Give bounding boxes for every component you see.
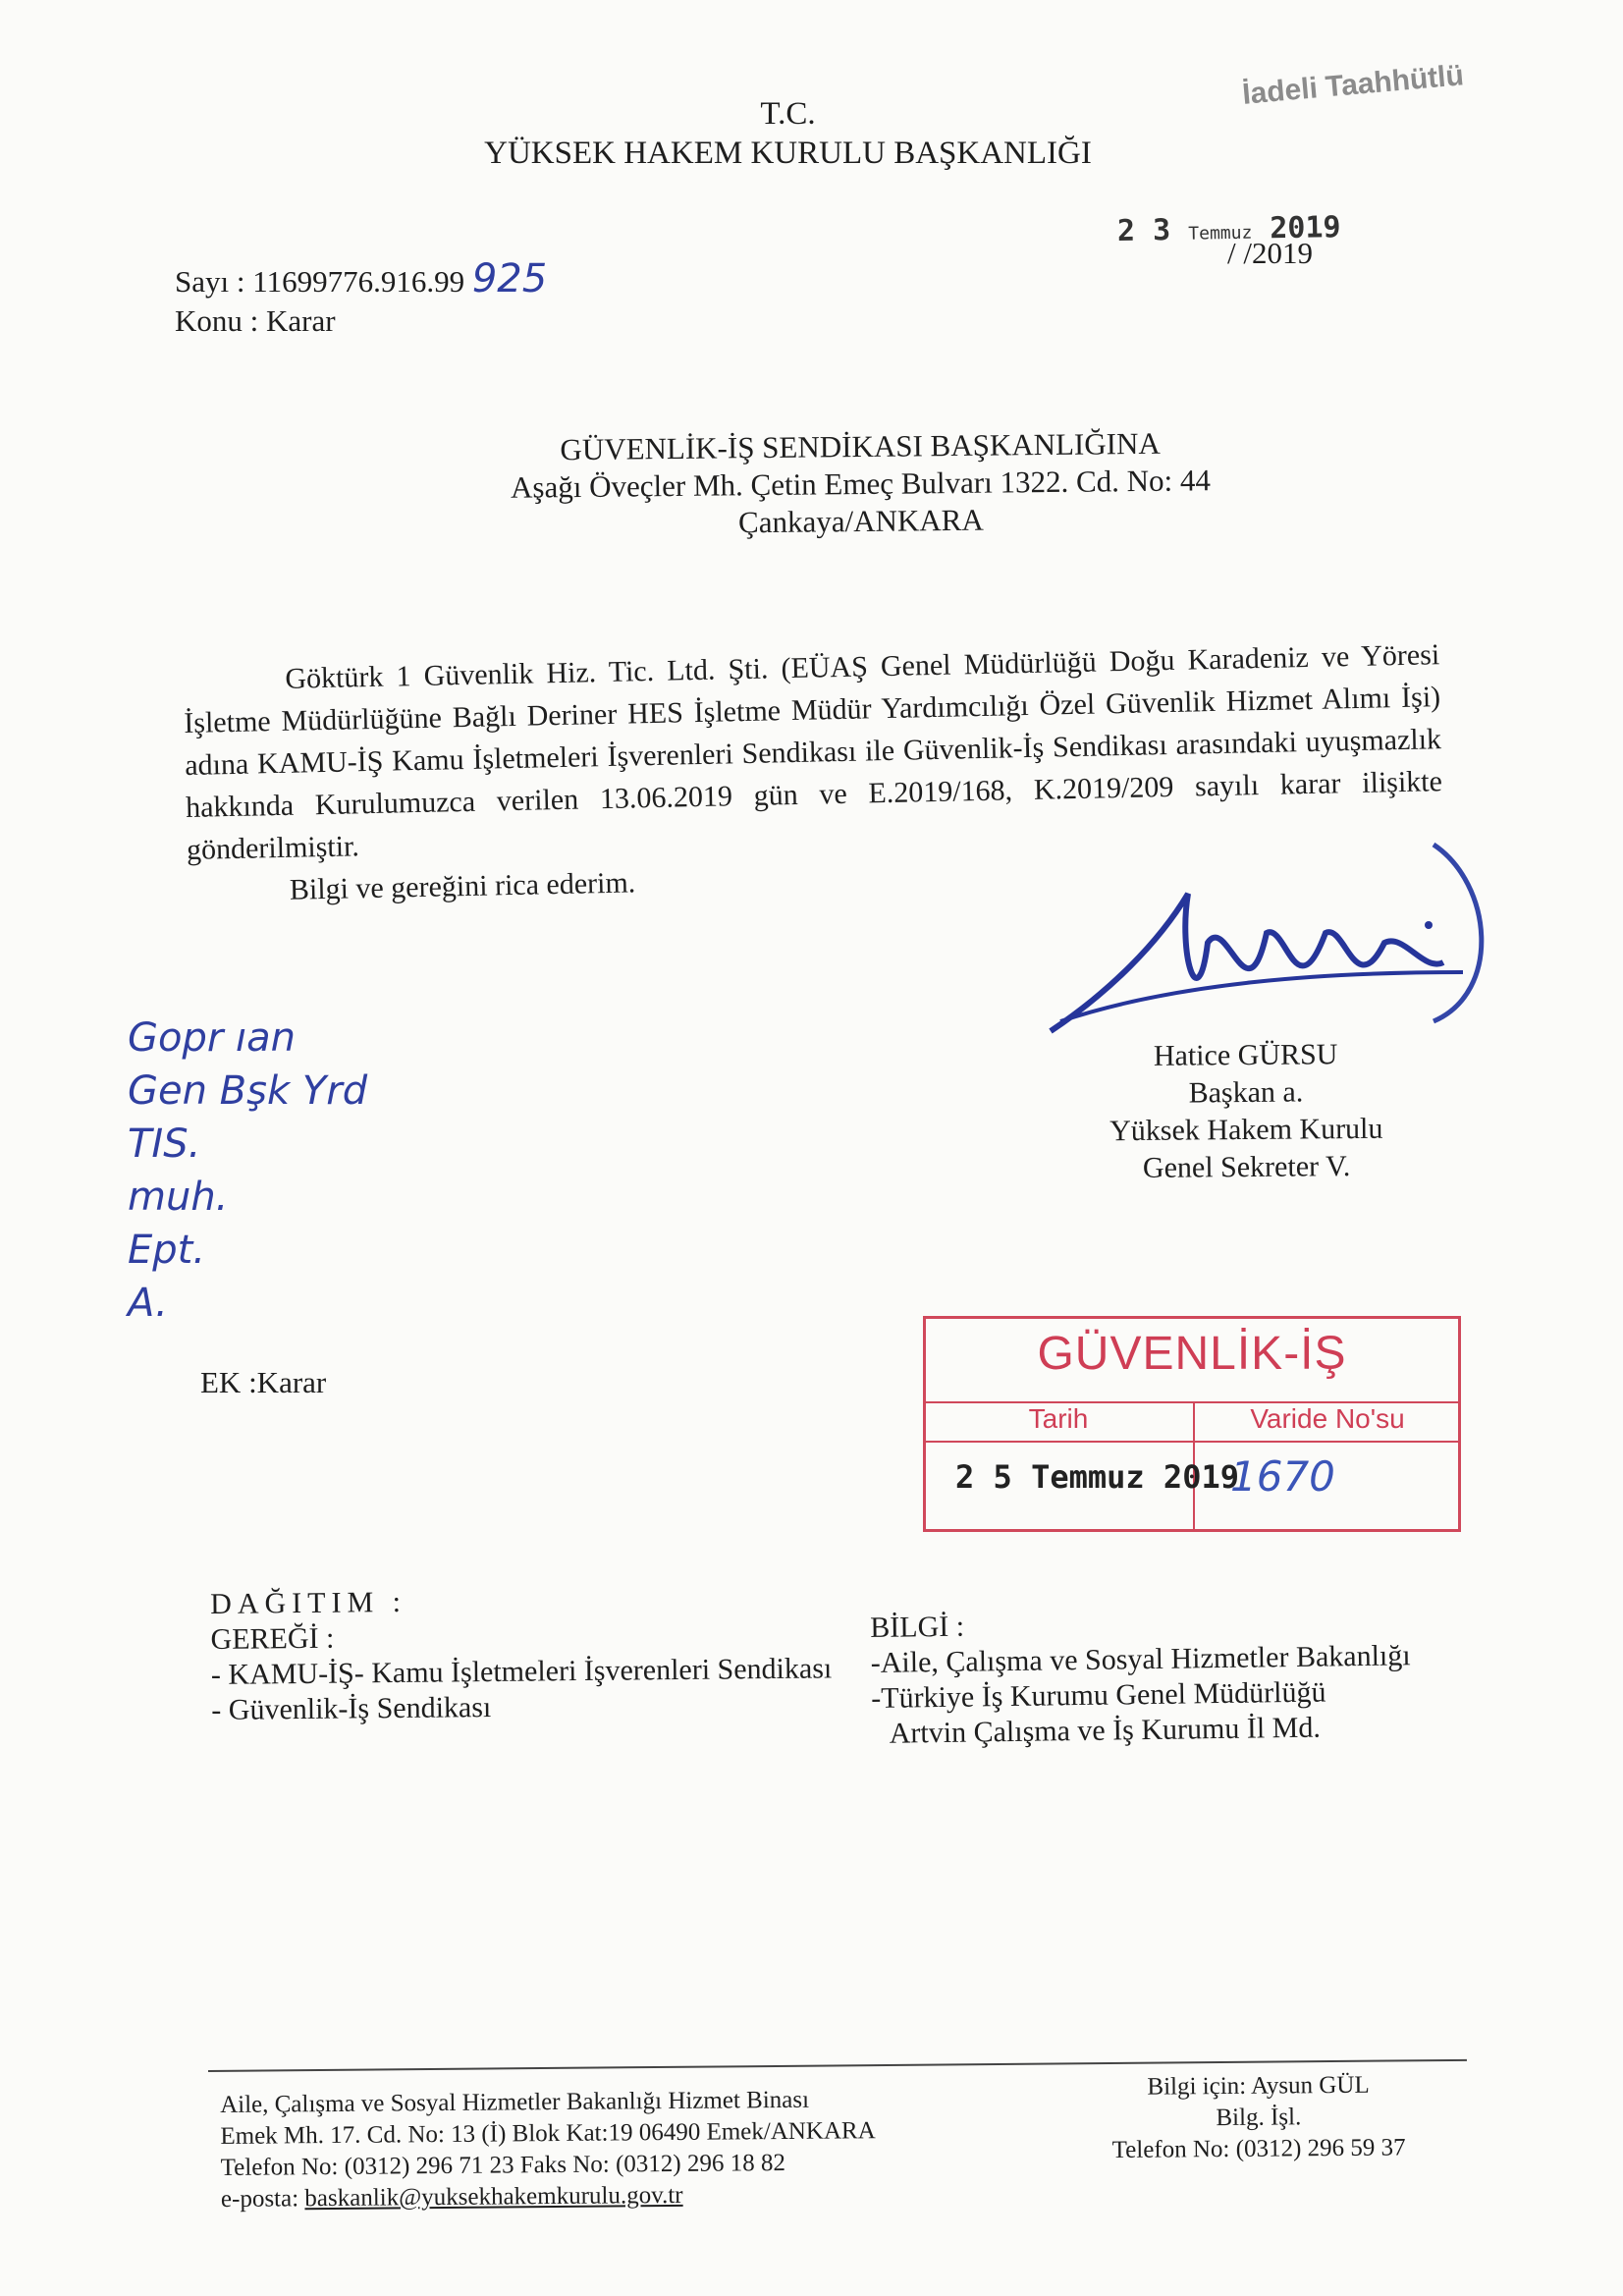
addressee (48, 419, 1623, 548)
info-label: BİLGİ : (870, 1610, 965, 1644)
konu-value: : Karar (249, 303, 336, 338)
addressee-street: Aşağı Öveçler Mh. Çetin Emeç Bulvarı 1322. Cd. No: 44 (510, 463, 1212, 505)
body-paragraph: Göktürk 1 Güvenlik Hiz. Tic. Ltd. Şti. (EÜAŞ Genel Müdürlüğü Doğu Karadeniz ve Yöresi İşletme Müdürlüğüne Bağlı Deriner HES İşletme Müdür Yardımcılığı Özel Güvenlik Hizmet Alımı İşi) adına KAMU-İŞ Kamu İşletmeleri İşverenleri Sendikası ile Güvenlik-İş Sendikası arasındaki uyuşmazlık hakkında Kurulumuzca verilen 13.06.2019 gün ve E.2019/168, K.2019/209 sayılı karar ilişikte gönderilmiştir. (184, 638, 1443, 866)
signatory-name: Hatice GÜRSU (1153, 1038, 1338, 1072)
signatory-title: Başkan a. (1188, 1075, 1304, 1110)
annex: EK :Karar (200, 1365, 327, 1399)
signature-scribble (1031, 825, 1502, 1061)
date-stamp-month: Temmuz (1188, 222, 1253, 245)
receipt-stamp-title: GÜVENLİK-İŞ (1037, 1328, 1347, 1380)
konu-row (175, 303, 547, 339)
handnote-line: A. (128, 1281, 168, 1326)
konu-label: Konu (175, 303, 243, 338)
footer-email-label: e-posta: (220, 2185, 305, 2213)
receipt-number-label: Varide No'su (1250, 1403, 1405, 1434)
receipt-date: 2 5 Temmuz 2019 (955, 1458, 1239, 1496)
footer-email-link[interactable]: baskanlik@yuksekhakemkurulu.gov.tr (304, 2181, 683, 2213)
addressee-city: Çankaya/ANKARA (737, 502, 984, 540)
handnote-line: Gopr ıan (128, 1015, 296, 1061)
signatory-org: Yüksek Hakem Kurulu (1109, 1112, 1383, 1148)
letterhead-institution: YÜKSEK HAKEM KURULU BAŞKANLIĞI (484, 136, 1092, 171)
footer-info-person: Bilgi için: Aysun GÜL (1147, 2071, 1370, 2101)
footer-email-row (221, 2178, 877, 2215)
body-closing: Bilgi ve gereğini rica ederim. (289, 866, 636, 906)
sayi-label: Sayı (175, 264, 230, 299)
distribution-heading: DAĞITIM : (210, 1585, 407, 1620)
handnote-line: muh. (128, 1175, 229, 1220)
signature-block (1109, 1036, 1383, 1187)
receipt-stamp (923, 1316, 1461, 1532)
info-item: -Türkiye İş Kurumu Genel Müdürlüğü (871, 1675, 1326, 1715)
signatory-role: Genel Sekreter V. (1142, 1150, 1351, 1184)
date-line: / /2019 (1227, 236, 1313, 270)
handnote-line: Ept. (128, 1228, 206, 1273)
footer-building: Aile, Çalışma ve Sosyal Hizmetler Bakanlığı Hizmet Binası (220, 2086, 810, 2118)
date-stamp-year: 2019 (1270, 210, 1341, 246)
receipt-number: 1670 (1230, 1452, 1335, 1501)
letterhead-country: T.C. (760, 96, 816, 132)
info-item: -Aile, Çalışma ve Sosyal Hizmetler Bakanlığı (870, 1639, 1411, 1679)
footer-info-role: Bilg. İşl. (1216, 2104, 1302, 2132)
handnote-line: Gen Bşk Yrd (128, 1068, 368, 1114)
letterhead (0, 94, 1599, 173)
handwritten-note (128, 1011, 520, 1345)
handnote-line: TIS. (128, 1121, 201, 1167)
registered-mail-stamp: İadeli Taahhütlü (1240, 59, 1466, 111)
footer-phone: Telefon No: (0312) 296 71 23 Faks No: (0312) 296 18 82 (220, 2149, 786, 2181)
sayi-handwritten: 925 (471, 256, 548, 301)
date-stamp-day: 2 3 (1116, 213, 1171, 248)
sayi-row (175, 256, 548, 301)
distribution-gereği-label: GEREĞİ : (210, 1621, 335, 1656)
info-block (870, 1603, 1412, 1752)
footer-contact (220, 2084, 876, 2215)
footer-info-contact (1111, 2069, 1406, 2166)
receipt-stamp-divider (926, 1441, 1458, 1443)
distribution-item: - KAMU-İŞ- Kamu İşletmeleri İşverenleri Sendikası (210, 1652, 833, 1691)
distribution-item: - Güvenlik-İş Sendikası (211, 1691, 492, 1726)
info-item: Artvin Çalışma ve İş Kurumu İl Md. (889, 1711, 1322, 1750)
addressee-name: GÜVENLİK-İŞ SENDİKASI BAŞKANLIĞINA (560, 425, 1161, 467)
signature-scribble-graphic (1031, 825, 1502, 1061)
distribution-block (210, 1580, 833, 1728)
footer-address: Emek Mh. 17. Cd. No: 13 (İ) Blok Kat:19 06490 Emek/ANKARA (220, 2117, 876, 2150)
receipt-date-label: Tarih (1028, 1403, 1089, 1434)
footer-info-phone: Telefon No: (0312) 296 59 37 (1111, 2134, 1406, 2163)
document-meta (175, 256, 548, 343)
sayi-value: : 11699776.916.99 (236, 264, 465, 299)
